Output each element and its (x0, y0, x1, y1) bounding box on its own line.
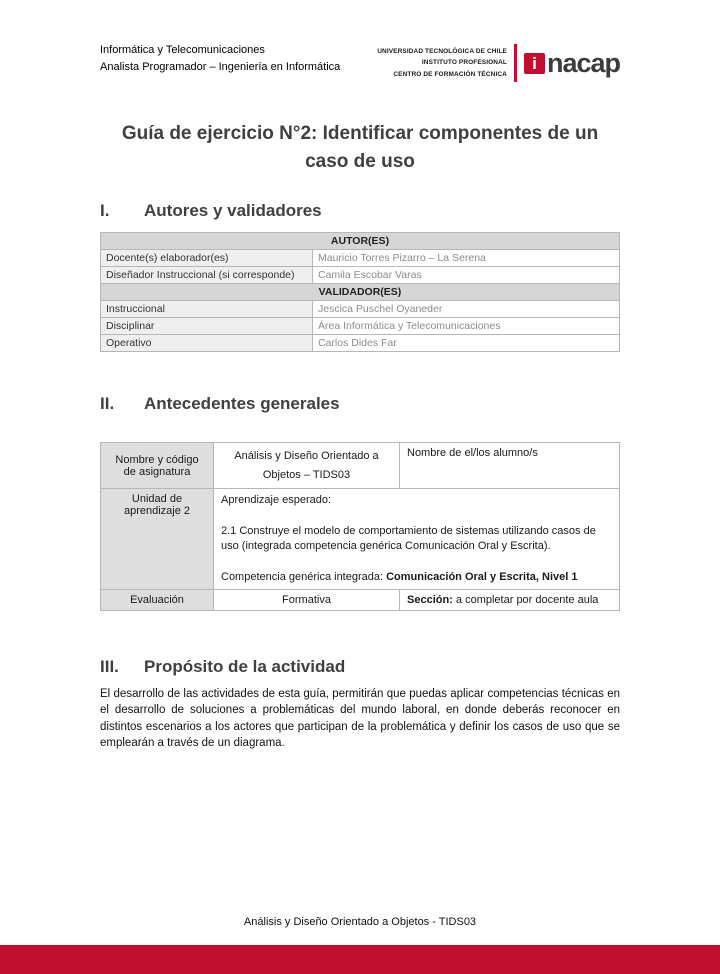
row-value: Jescica Puschel Oyaneder (313, 301, 620, 318)
row-label: Instruccional (101, 301, 313, 318)
generic-competency-value: Comunicación Oral y Escrita, Nivel 1 (386, 570, 578, 583)
section-number: I. (100, 201, 110, 221)
page-title: Guía de ejercicio N°2: Identificar componentes de un caso de uso (121, 123, 599, 172)
purpose-paragraph: El desarrollo de las actividades de esta guía, permitirán que puedas aplicar competencias técnicas en el desarrollo de soluciones a problemáticas del mundo laboral, en donde deberás reconocer en distintos escenarios a los actores que participan de la problemática y definir los casos de uso que se emplearán a través de un diagrama. (100, 688, 620, 750)
inacap-logo-text: nacap (546, 47, 620, 78)
row-value: Camila Escobar Varas (313, 267, 620, 284)
generic-competency-prefix: Competencia genérica integrada: (221, 570, 387, 583)
table-row (101, 267, 620, 284)
institution-line2: INSTITUTO PROFESIONAL (421, 59, 507, 67)
table-row (101, 284, 620, 301)
course-label-cell: Nombre y código de asignatura (101, 443, 214, 489)
page-footer: Análisis y Diseño Orientado a Objetos - TIDS03 (243, 916, 477, 928)
section-number: II. (100, 394, 115, 414)
validators-header-cell: VALIDADOR(ES) (101, 284, 620, 301)
table-row (101, 335, 620, 352)
section-title: Autores y validadores (144, 201, 322, 221)
section-number: III. (100, 657, 119, 677)
section-heading-proposito (100, 657, 620, 677)
evaluation-label-cell: Evaluación (101, 590, 214, 611)
generic-competency-line (221, 570, 612, 585)
section-heading-antecedentes (100, 394, 620, 414)
bottom-red-bar (0, 945, 720, 974)
table-row (101, 318, 620, 335)
student-name-cell: Nombre de el/los alumno/s (400, 443, 620, 489)
table-row (101, 590, 620, 611)
brand-divider (514, 44, 517, 82)
inacap-logo (524, 47, 620, 78)
table-row (101, 250, 620, 267)
row-value: Mauricio Torres Pizarro – La Serena (313, 250, 620, 267)
row-label: Diseñador Instruccional (si corresponde) (101, 267, 313, 284)
institution-text (377, 46, 507, 79)
section-title: Propósito de la actividad (144, 657, 346, 677)
row-value: Carlos Dides Far (313, 335, 620, 352)
section-field-value: a completar por docente aula (452, 594, 599, 607)
institution-line3: CENTRO DE FORMACIÓN TÉCNICA (393, 70, 507, 78)
row-value: Área Informática y Telecomunicaciones (313, 318, 620, 335)
evaluation-type-cell: Formativa (214, 590, 400, 611)
department-block (100, 42, 340, 75)
inacap-brand-block (377, 44, 620, 82)
section-field-label: Sección: (407, 594, 453, 607)
authors-validators-table (100, 232, 620, 352)
table-row (101, 233, 620, 250)
unit-label-cell: Unidad de aprendizaje 2 (101, 489, 214, 590)
department-line1: Informática y Telecomunicaciones (100, 44, 265, 56)
learning-outcome-cell (214, 489, 620, 590)
section-cell (400, 590, 620, 611)
table-row (101, 443, 620, 489)
learning-outcome-text: 2.1 Construye el modelo de comportamiento de sistemas utilizando casos de uso (integrada competencia genérica Comunicación Oral y Escrita). (221, 524, 596, 553)
institution-line1: UNIVERSIDAD TECNOLÓGICA DE CHILE (377, 48, 507, 56)
section-title: Antecedentes generales (144, 394, 340, 414)
section-heading-autores (100, 201, 620, 221)
row-label: Disciplinar (101, 318, 313, 335)
general-info-table (100, 442, 620, 611)
row-label: Operativo (101, 335, 313, 352)
course-name-cell: Análisis y Diseño Orientado a Objetos – TIDS03 (214, 443, 400, 489)
page (0, 42, 720, 751)
authors-header-cell: AUTOR(ES) (101, 233, 620, 250)
learning-outcome-title: Aprendizaje esperado: (221, 494, 332, 507)
department-line2: Analista Programador – Ingeniería en Informática (100, 60, 341, 73)
page-header (100, 42, 620, 82)
row-label: Docente(s) elaborador(es) (101, 250, 313, 267)
table-row (101, 489, 620, 590)
table-row (101, 301, 620, 318)
inacap-logo-icon: i (524, 53, 545, 74)
